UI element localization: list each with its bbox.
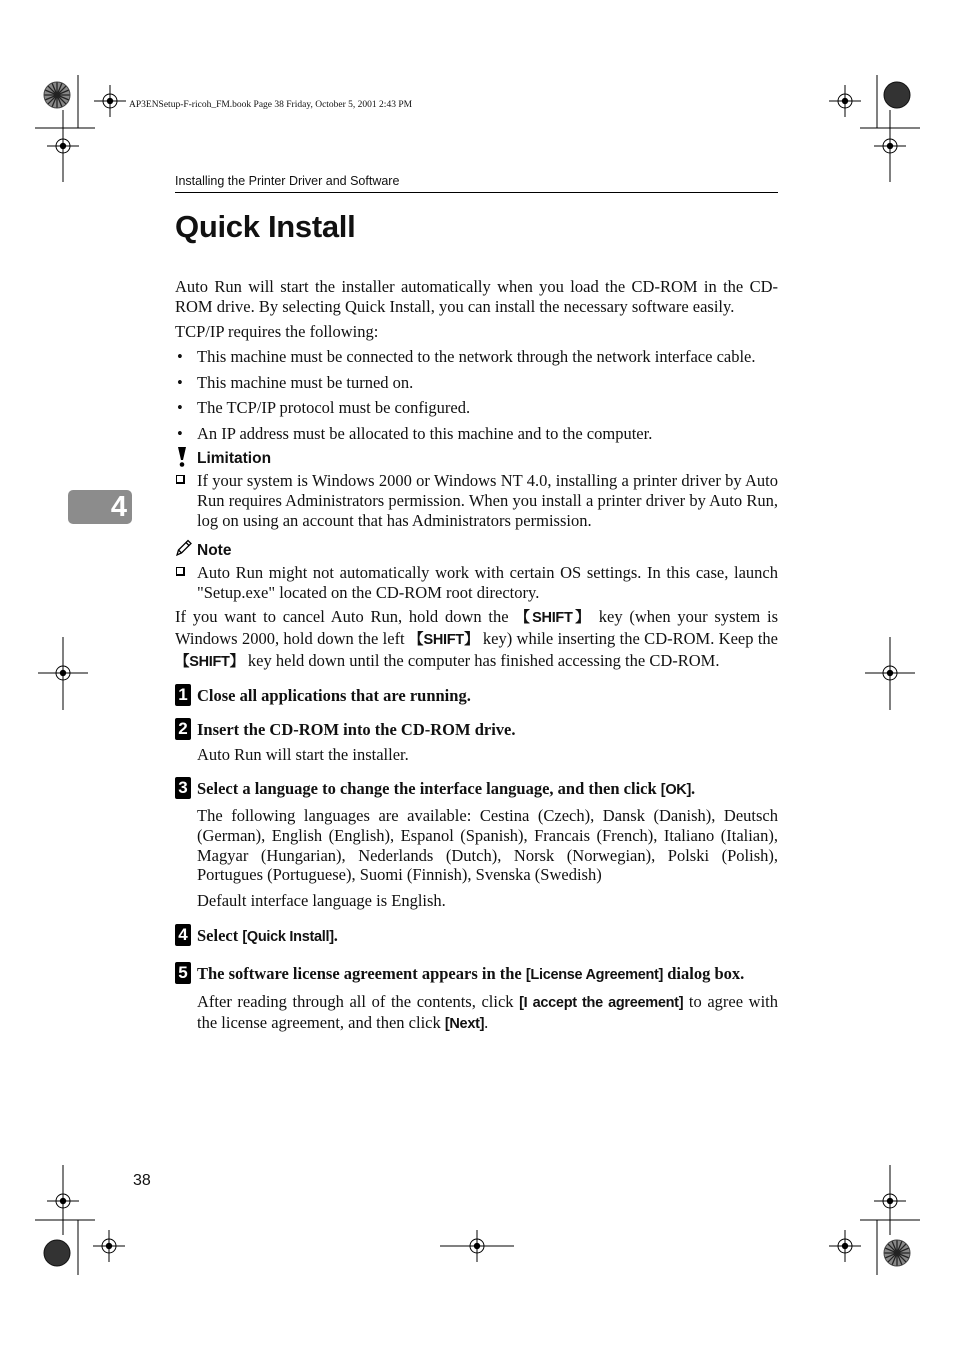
step-title: [197, 926, 778, 948]
intro-paragraph: Auto Run will start the installer automatically when you load the CD-ROM in the CD-ROM drive. By selecting Quick Install, you can install the necessary software easily.: [175, 277, 778, 316]
limitation-heading: [175, 449, 778, 468]
checkbox-icon: [176, 475, 185, 484]
step-title-text: Select a language to change the interface language, and then click: [197, 778, 661, 798]
step-number: 3: [175, 777, 191, 799]
step-number: 2: [175, 718, 191, 740]
print-slug: AP3ENSetup-F-ricoh_FM.book Page 38 Friday, October 5, 2001 2:43 PM: [129, 100, 413, 110]
step-title-text: Select: [197, 926, 243, 946]
main-content: [175, 277, 778, 1035]
shift-key: 【SHIFT】: [515, 610, 593, 627]
limitation-item: [175, 471, 778, 530]
step-body-default: Default interface language is English.: [197, 890, 446, 910]
cancel-text: If you want to cancel Auto Run, hold down the: [175, 607, 516, 627]
list-item: • The TCP/IP protocol must be configured.: [175, 398, 778, 418]
limitation-label: Limitation: [197, 450, 272, 468]
chapter-tab: [68, 490, 132, 524]
cancel-text: key held down until the computer has finished accessing the CD-ROM.: [243, 650, 720, 670]
step-number: 5: [175, 962, 191, 984]
pencil-icon: [175, 538, 193, 558]
requirements-list: [175, 347, 778, 443]
step-1: [175, 686, 778, 706]
step-body-text: .: [484, 1013, 489, 1033]
checkbox-icon: [176, 567, 185, 576]
tcp-intro: TCP/IP requires the following:: [175, 321, 379, 341]
quick-install-ref: [Quick Install]: [242, 929, 334, 946]
list-item: • An IP address must be allocated to this machine and to the computer.: [175, 424, 778, 444]
shift-key: 【SHIFT】: [409, 631, 479, 648]
note-item: [175, 563, 778, 602]
note-label: Note: [197, 542, 232, 560]
step-3: [175, 779, 778, 911]
chapter-number: 4: [110, 491, 127, 523]
step-5: [175, 964, 778, 1035]
step-title: [197, 964, 778, 986]
step-title: Close all applications that are running.: [197, 686, 471, 706]
step-body-text: to agree with the license agreement, and then click: [197, 991, 778, 1033]
list-item: • This machine must be connected to the network through the network interface cable.: [175, 347, 778, 367]
step-title-text: The software license agreement appears in the: [197, 964, 526, 984]
note-heading: [175, 541, 778, 560]
note-text: Auto Run might not automatically work with certain OS settings. In this case, launch "Setup.exe" located on the CD-ROM root directory.: [197, 563, 778, 602]
step-2: [175, 720, 778, 765]
step-body: The following languages are available: Cestina (Czech), Dansk (Danish), Deutsch (German), English (English), Espanol (Spanish), Francais (French), Italiano (Italian), Magyar (Hungarian), Nederlands (Dutch), Norsk (Norwegian), Polski (Polish), Portugues (Portuguese), Suomi (Finnish), Svenska (Swedish): [197, 806, 778, 885]
step-title: Insert the CD-ROM into the CD-ROM drive.: [197, 719, 516, 739]
step-body: Auto Run will start the installer.: [197, 745, 409, 765]
step-number: 1: [175, 684, 191, 706]
step-title: [197, 779, 778, 801]
step-title-text: .: [691, 778, 696, 798]
step-body: [197, 992, 778, 1035]
cancel-text: key) while inserting the CD-ROM. Keep the: [478, 628, 779, 648]
step-number: 4: [175, 924, 191, 946]
next-button-ref: [Next]: [444, 1016, 485, 1033]
step-title-text: .: [333, 926, 338, 946]
step-body-text: After reading through all of the contents, click: [197, 991, 520, 1011]
license-agreement-ref: [License Agreement]: [525, 967, 664, 984]
list-item: • This machine must be turned on.: [175, 373, 778, 393]
exclamation-icon: [175, 446, 189, 468]
step-4: [175, 926, 778, 948]
page-number: 38: [133, 1172, 151, 1189]
ok-button-ref: [OK]: [660, 781, 692, 798]
accept-agreement-ref: [I accept the agreement]: [519, 994, 684, 1011]
header-rule: [175, 192, 778, 193]
step-title-text: dialog box.: [663, 964, 745, 984]
limitation-text: If your system is Windows 2000 or Windows NT 4.0, installing a printer driver by Auto Run requires Administrators permission. When you install a printer driver by Auto Run, log on using an account that has Administrators permission.: [197, 471, 778, 530]
page-title: Quick Install: [175, 209, 356, 244]
cancel-paragraph: [175, 607, 778, 672]
running-head: Installing the Printer Driver and Software: [175, 174, 400, 188]
cancel-text: key (when your system is Windows 2000, hold down the left: [175, 607, 778, 648]
shift-key: 【SHIFT】: [175, 653, 244, 670]
